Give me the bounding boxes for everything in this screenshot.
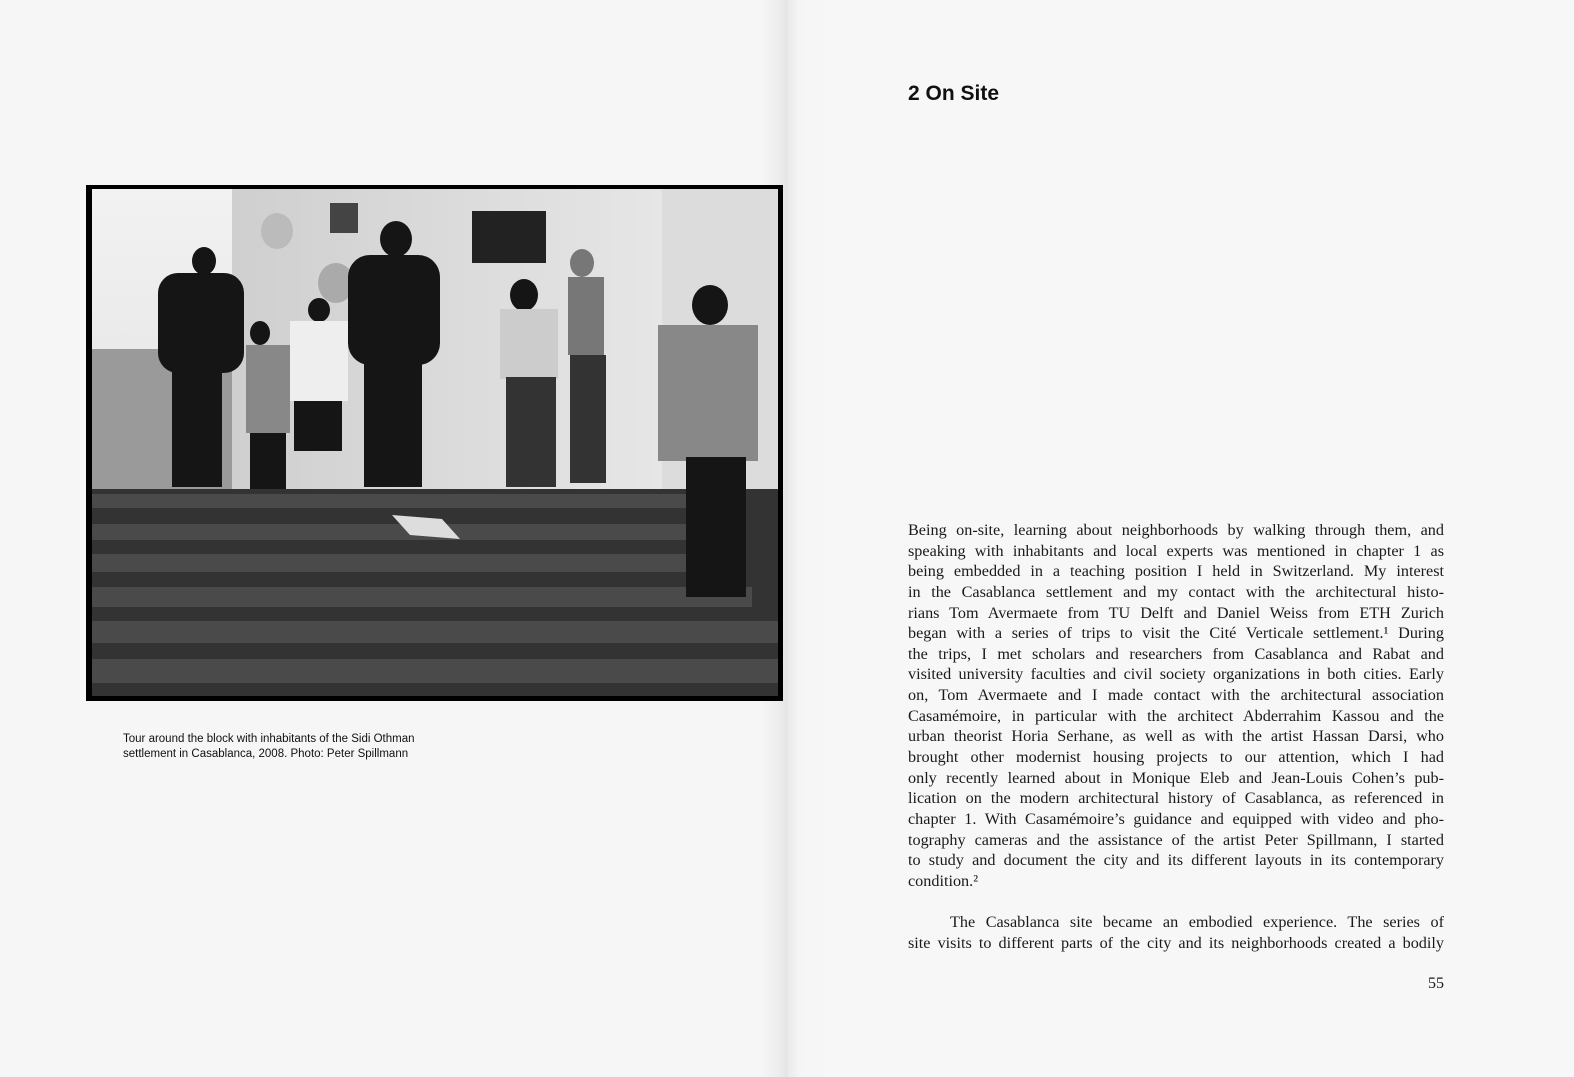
text-line: began with a series of trips to visit the Cité Verticale settlement.¹ During — [908, 624, 1444, 643]
page-number: 55 — [1428, 975, 1444, 992]
text-line: lication on the modern architectural history of Casablanca, as referenced in — [908, 789, 1444, 808]
text-line: only recently learned about in Monique Eleb and Jean-Louis Cohen’s pub- — [908, 768, 1444, 787]
caption-line: Tour around the block with inhabitants of the Sidi Othman — [123, 733, 415, 745]
text-line: the trips, I met scholars and researchers from Casablanca and Rabat and — [908, 644, 1444, 663]
text-line: Casamémoire, in particular with the architect Abderrahim Kassou and the — [908, 706, 1444, 725]
chapter-title: 2 On Site — [908, 82, 1000, 105]
text-line: rians Tom Avermaete from TU Delft and Daniel Weiss from ETH Zurich — [908, 603, 1444, 622]
photo-caption — [123, 732, 415, 762]
text-line: brought other modernist housing projects to our attention, which I had — [908, 748, 1444, 767]
caption-line: settlement in Casablanca, 2008. Photo: Peter Spillmann — [123, 748, 409, 760]
text-line: The Casablanca site became an embodied experience. The series of — [950, 913, 1444, 932]
photo-image — [92, 189, 778, 696]
body-text — [908, 520, 1444, 953]
photo — [86, 185, 783, 701]
text-line: condition.² — [908, 871, 979, 890]
paragraph-2 — [908, 912, 1444, 953]
text-line: on, Tom Avermaete and I made contact with the architectural association — [908, 686, 1444, 705]
text-line: in the Casablanca settlement and my contact with the architectural histo- — [908, 582, 1444, 601]
text-line: visited university faculties and civil society organizations in both cities. Early — [908, 665, 1444, 684]
paragraph-1 — [908, 520, 1444, 892]
text-line: to study and document the city and its different layouts in its contemporary — [908, 851, 1444, 870]
text-line: urban theorist Horia Serhane, as well as with the artist Hassan Darsi, who — [908, 727, 1444, 746]
text-line: tography cameras and the assistance of the artist Peter Spillmann, I started — [908, 830, 1444, 849]
text-line: site visits to different parts of the city and its neighborhoods created a bodily — [908, 933, 1444, 952]
text-line: speaking with inhabitants and local experts was mentioned in chapter 1 as — [908, 541, 1444, 560]
text-line: chapter 1. With Casamémoire’s guidance and equipped with video and pho- — [908, 809, 1444, 828]
text-line: Being on-site, learning about neighborhoods by walking through them, and — [908, 521, 1444, 539]
text-line: being embedded in a teaching position I held in Switzerland. My interest — [908, 562, 1444, 581]
